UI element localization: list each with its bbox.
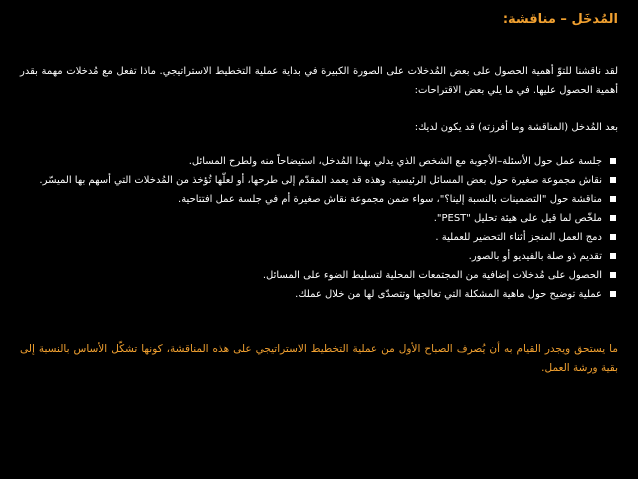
list-item: مناقشة حول "التضمينات بالنسبة إلينا؟"، سواء ضمن مجموعة نقاش صغيرة أم في جلسة عمل افتتاحية. xyxy=(20,190,618,209)
list-item: دمج العمل المنجز أثناء التحضير للعملية . xyxy=(20,228,618,247)
square-bullet-icon xyxy=(610,291,616,297)
square-bullet-icon xyxy=(610,158,616,164)
list-item: نقاش مجموعة صغيرة حول بعض المسائل الرئيسية. وهذه قد يعمد المقدّم إلى طرحها، أو لعلّها تُؤخذ من المُدخلات التي أسهم بها الميسّر. xyxy=(20,171,618,190)
bullet-list xyxy=(20,152,618,304)
list-item: تقديم ذو صلة بالفيديو أو بالصور. xyxy=(20,247,618,266)
square-bullet-icon xyxy=(610,196,616,202)
square-bullet-icon xyxy=(610,272,616,278)
square-bullet-icon xyxy=(610,253,616,259)
list-item: الحصول على مُدخلات إضافية من المجتمعات المحلية لتسليط الضوء على المسائل. xyxy=(20,266,618,285)
subheading: بعد المُدخل (المناقشة وما أفرزته) قد يكون لديك: xyxy=(414,122,618,133)
intro-paragraph: لقد ناقشنا للتوّ أهمية الحصول على بعض المُدخلات على الصورة الكبيرة في بداية عملية التخطيط الاستراتيجي. ماذا تفعل مع مُدخلات مهمة بقدر أهمية الحصول عليها. في ما يلي بعض الاقتراحات: xyxy=(20,66,618,96)
list-item: جلسة عمل حول الأسئلة–الأجوبة مع الشخص الذي يدلي بهذا المُدخل، استيضاحاً منه ولطرح المسائل. xyxy=(20,152,618,171)
closing-paragraph: ما يستحق ويجدر القيام به أن يُصرف الصباح الأول من عملية التخطيط الاستراتيجي على هذه المناقشة، كونها تشكّل الأساس بالنسبة إلى بقية ورشة العمل. xyxy=(20,343,618,374)
square-bullet-icon xyxy=(610,215,616,221)
list-item: ملخّص لما قيل على هيئة تحليل "PEST". xyxy=(20,209,618,228)
list-item: عملية توضيح حول ماهية المشكلة التي تعالجها وتتصدّى لها من خلال عملك. xyxy=(20,285,618,304)
square-bullet-icon xyxy=(610,234,616,240)
square-bullet-icon xyxy=(610,177,616,183)
slide-title: المُدخَل – مناقشة: xyxy=(502,12,618,27)
